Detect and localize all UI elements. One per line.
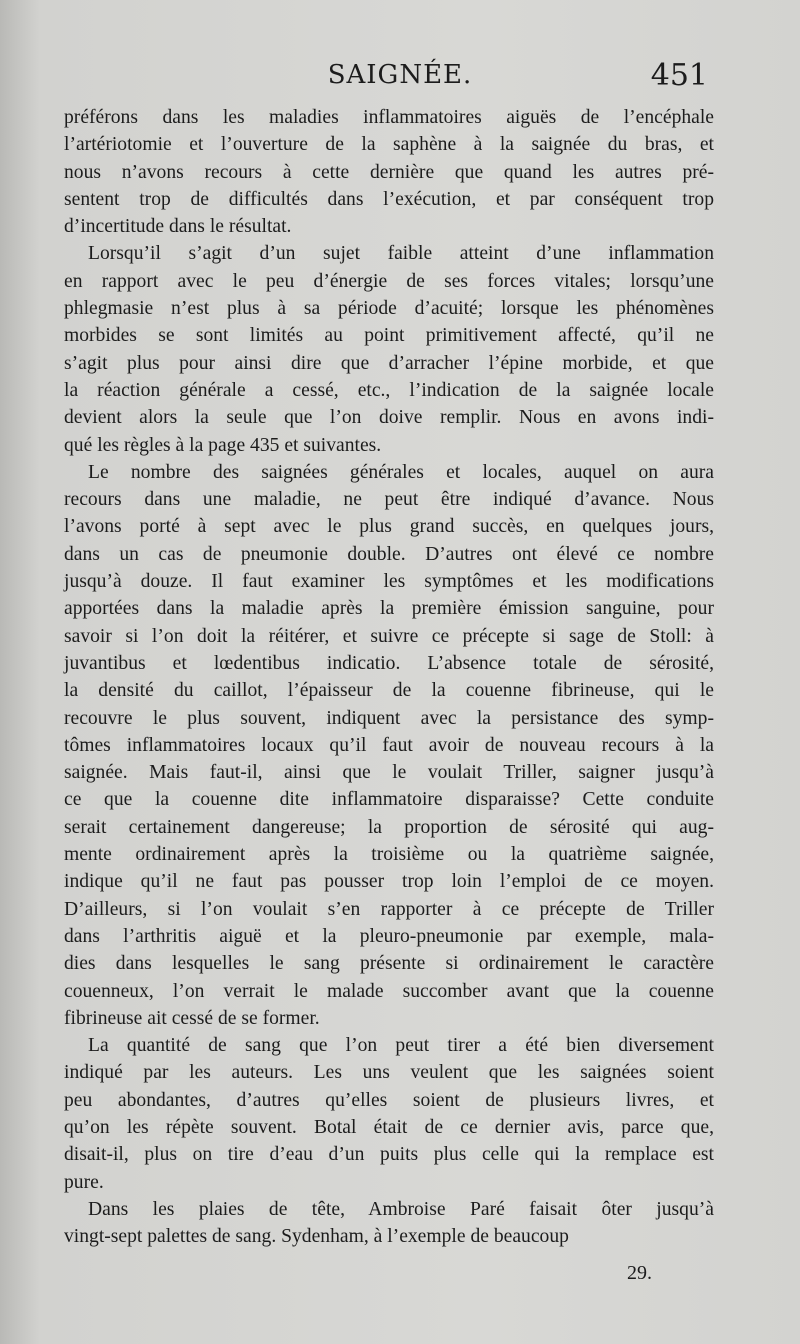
text-line: fibrineuse ait cessé de se former. (64, 1007, 320, 1029)
text-line: morbides se sont limités au point primitivement affecté, qu’il ne (64, 325, 714, 347)
paragraph (64, 1032, 714, 1196)
text-line: La quantité de sang que l’on peut tirer a été bien diversement (88, 1035, 714, 1057)
page-header (0, 56, 800, 96)
text-line: jusqu’à douze. Il faut examiner les symptômes et les modifications (64, 571, 714, 593)
text-line: qué les règles à la page 435 et suivantes. (64, 434, 382, 456)
text-line: Le nombre des saignées générales et locales, auquel on aura (88, 461, 714, 483)
text-line: dans l’arthritis aiguë et la pleuro-pneumonie par exemple, mala- (64, 925, 714, 947)
signature-mark: 29. (627, 1262, 652, 1284)
text-line: apportées dans la maladie après la première émission sanguine, pour (64, 598, 714, 620)
text-line: serait certainement dangereuse; la proportion de sérosité qui aug- (64, 816, 714, 838)
text-line: l’avons porté à sept avec le plus grand succès, en quelques jours, (64, 516, 714, 538)
paragraph (64, 1196, 714, 1251)
paragraph (64, 104, 714, 240)
text-line: savoir si l’on doit la réitérer, et suivre ce précepte si sage de Stoll: à (64, 625, 714, 647)
text-line: la réaction générale a cessé, etc., l’indication de la saignée locale (64, 379, 714, 401)
text-line: recouvre le plus souvent, indiquent avec la persistance des symp- (64, 707, 714, 729)
text-line: couenneux, l’on verrait le malade succomber avant que la couenne (64, 980, 714, 1002)
text-line: nous n’avons recours à cette dernière que quand les autres pré- (64, 161, 714, 183)
text-line: peu abondantes, d’autres qu’elles soient de plusieurs livres, et (64, 1089, 714, 1111)
text-line: recours dans une maladie, ne peut être indiqué d’avance. Nous (64, 489, 714, 511)
text-line: s’agit plus pour ainsi dire que d’arracher l’épine morbide, et que (64, 352, 714, 374)
text-line: d’incertitude dans le résultat. (64, 216, 292, 238)
text-line: saignée. Mais faut-il, ainsi que le voulait Triller, saigner jusqu’à (64, 762, 714, 784)
paragraph (64, 240, 714, 458)
text-line: phlegmasie n’est plus à sa période d’acuité; lorsque les phénomènes (64, 298, 714, 320)
text-line: vingt-sept palettes de sang. Sydenham, à l’exemple de beaucoup (64, 1226, 569, 1248)
text-line: ce que la couenne dite inflammatoire disparaisse? Cette conduite (64, 789, 714, 811)
text-line: qu’on les répète souvent. Botal était de ce dernier avis, parce que, (64, 1116, 714, 1138)
page-number: 451 (650, 58, 708, 93)
text-line: indique qu’il ne faut pas pousser trop loin l’emploi de ce moyen. (64, 871, 714, 893)
text-line: pure. (64, 1171, 104, 1193)
text-line: la densité du caillot, l’épaisseur de la couenne fibrineuse, qui le (64, 680, 714, 702)
text-line: en rapport avec le peu d’énergie de ses forces vitales; lorsqu’une (64, 270, 714, 292)
text-line: Lorsqu’il s’agit d’un sujet faible atteint d’une inflammation (88, 243, 714, 265)
text-line: mente ordinairement après la troisième ou la quatrième saignée, (64, 844, 714, 866)
text-line: dans un cas de pneumonie double. D’autres ont élevé ce nombre (64, 543, 714, 565)
text-line: indiqué par les auteurs. Les uns veulent que les saignées soient (64, 1062, 714, 1084)
running-title: SAIGNÉE. (327, 60, 473, 90)
text-line: disait-il, plus on tire d’eau d’un puits plus celle qui la remplace est (64, 1144, 714, 1166)
text-line: juvantibus et lœdentibus indicatio. L’absence totale de sérosité, (64, 652, 714, 674)
body-text (64, 104, 714, 1250)
text-line: dies dans lesquelles le sang présente si ordinairement le caractère (64, 953, 714, 975)
text-line: l’artériotomie et l’ouverture de la saphène à la saignée du bras, et (64, 134, 714, 156)
text-line: devient alors la seule que l’on doive remplir. Nous en avons indi- (64, 407, 714, 429)
text-line: préférons dans les maladies inflammatoires aiguës de l’encéphale (64, 107, 714, 128)
paragraph (64, 459, 714, 1032)
text-line: sentent trop de difficultés dans l’exécution, et par conséquent trop (64, 188, 714, 210)
text-line: tômes inflammatoires locaux qu’il faut avoir de nouveau recours à la (64, 734, 714, 756)
text-line: Dans les plaies de tête, Ambroise Paré faisait ôter jusqu’à (88, 1198, 714, 1220)
text-line: D’ailleurs, si l’on voulait s’en rapporter à ce précepte de Triller (64, 898, 714, 920)
